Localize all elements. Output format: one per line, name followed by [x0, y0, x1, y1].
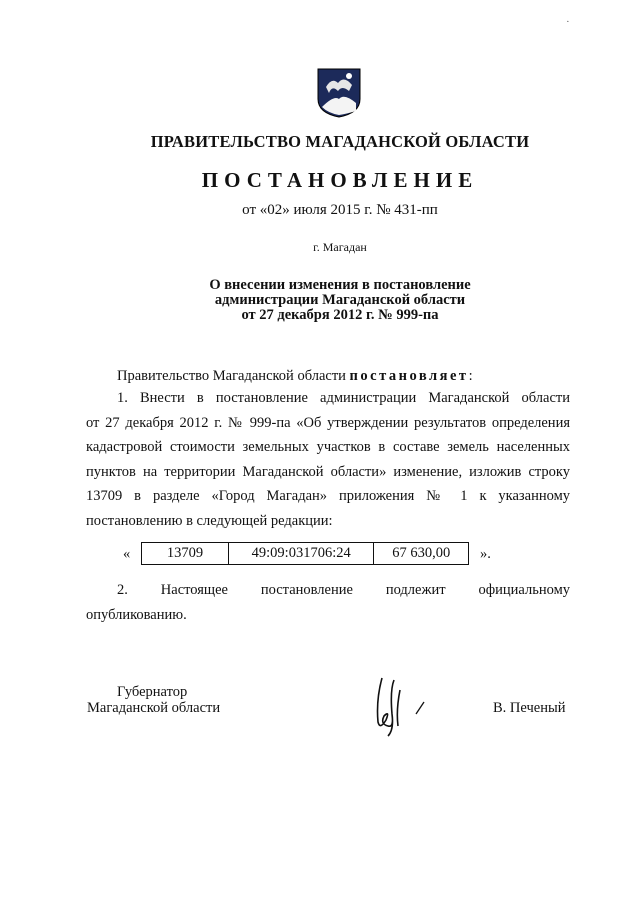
preamble-colon: : [468, 368, 473, 384]
document-date-number: от «02» июля 2015 г. № 431-пп [242, 202, 438, 218]
scan-mark: · [566, 16, 570, 28]
position-line: Магаданской области [87, 700, 221, 716]
clause-2-second-line: опубликованию. [86, 606, 187, 623]
signatory-position [87, 684, 220, 716]
table-row [142, 543, 469, 565]
subject-line: администрации Магаданской области [214, 292, 466, 308]
document-city: г. Магадан [313, 240, 367, 254]
government-title: ПРАВИТЕЛЬСТВО МАГАДАНСКОЙ ОБЛАСТИ [150, 132, 530, 151]
amended-row-table [141, 542, 469, 565]
clause-1 [86, 386, 570, 533]
clause-1-first-line: 1. Внести в постановление администрации Магаданской области [117, 390, 570, 406]
preamble [117, 364, 577, 389]
cadastral-value-cell: 67 630,00 [374, 543, 469, 565]
row-close-quote: ». [480, 546, 491, 562]
clause-1-text: от 27 декабря 2012 г. № 999-па «Об утверждении результатов определения кадастровой стоимости земельных участков в составе земель населенных пунктов на территории Магаданской области» изменение, изложив строку 13709 в разделе «Город Магадан» приложения № 1 к указанному постановлению в следующей редакции: [86, 414, 570, 529]
document-subject [0, 278, 640, 323]
position-line: Губернатор [117, 684, 188, 700]
subject-line: от 27 декабря 2012 г. № 999-па [241, 307, 439, 323]
row-open-quote: « [123, 546, 131, 562]
preamble-text: Правительство Магаданской области [117, 368, 346, 384]
clause-2 [86, 578, 570, 627]
document-type: ПОСТАНОВЛЕНИЕ [201, 168, 479, 192]
signatory-name: В. Печеный [493, 700, 566, 716]
clause-2-first-line: 2. Настоящее постановление подлежит официальному [117, 582, 570, 598]
subject-line: О внесении изменения в постановление [209, 277, 471, 293]
cadastral-number-cell: 49:09:031706:24 [228, 543, 373, 565]
decree-word: постановляет [349, 368, 469, 384]
coat-of-arms-emblem [316, 67, 362, 119]
handwritten-signature [364, 670, 434, 740]
row-number-cell: 13709 [142, 543, 229, 565]
